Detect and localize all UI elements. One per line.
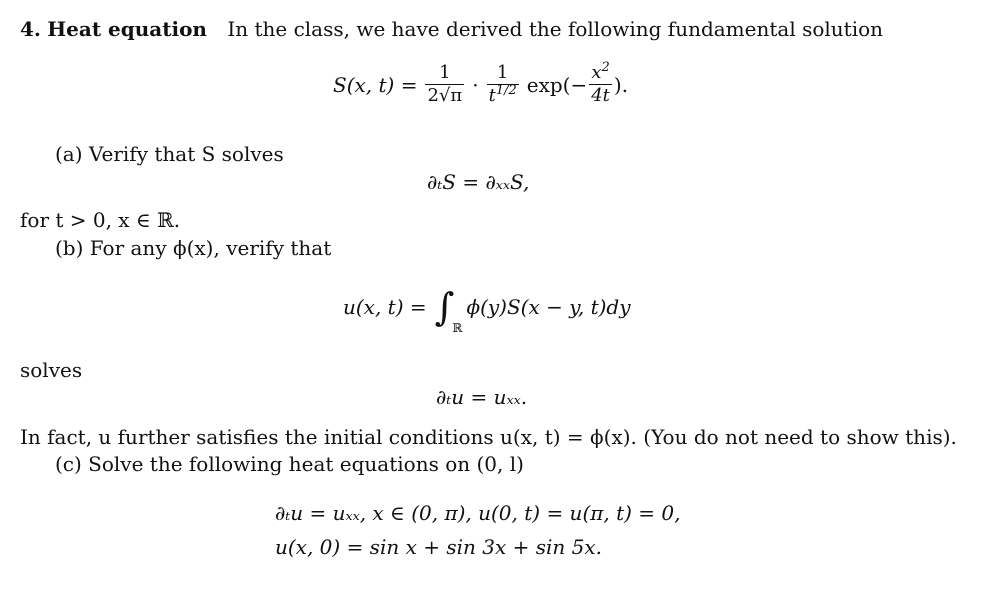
part-b-integral-equation [343,285,631,335]
eq1-f2-den-base: t [488,85,496,106]
part-b-eq-rhs: ϕ(y)S(x − y, t)dy [466,295,631,319]
integral-symbol: ∫ [434,285,455,329]
eq1-f2-den [487,84,519,107]
eq1-lhs: S(x, t) = [333,72,418,97]
eq1-fraction-1 [425,62,464,107]
eq1-f3-num-sup: 2 [601,60,610,75]
part-b-solves: solves [20,358,83,382]
eq1-f3-num [589,62,611,84]
eq1-f3-den: 4t [591,85,610,106]
eq1-f2-den-sup: 1/2 [495,83,517,98]
eq1-f3-num-base: x [591,62,602,83]
eq1-fraction-3 [589,62,612,107]
fundamental-solution-equation [333,62,628,107]
problem-intro: In the class, we have derived the following fundamental solution [227,17,884,41]
eq1-f2-num: 1 [496,62,509,83]
integral-sign: ∫ ℝ [434,285,463,335]
eq1-f1-num: 1 [439,62,451,83]
eq1-f1-den: 2√π [427,85,463,106]
part-b-eq-lhs: u(x, t) = [343,295,427,319]
part-c-label: (c) Solve the following heat equations on (0, l) [55,452,524,476]
part-c-line-2: u(x, 0) = sin x + sin 3x + sin 5x. [275,535,602,559]
problem-title: Heat equation [47,17,207,41]
part-c-line-1: ∂ₜu = uₓₓ, x ∈ (0, π), u(0, t) = u(π, t) = 0, [275,501,681,525]
part-a-condition: for t > 0, x ∈ ℝ. [20,208,181,232]
part-b-label: (b) For any ϕ(x), verify that [55,236,332,260]
part-b-fact: In fact, u further satisfies the initial conditions u(x, t) = ϕ(x). (You do not need to show this). [20,425,957,449]
eq1-fraction-2 [487,62,519,107]
eq1-dot: · [472,72,479,97]
eq1-exp: exp(− [526,72,588,97]
eq1-close: ). [613,72,629,97]
part-a-equation: ∂ₜS = ∂ₓₓS, [427,170,530,194]
problem-number: 4. [20,17,41,41]
part-a-label: (a) Verify that S solves [55,142,284,166]
part-b-pde: ∂ₜu = uₓₓ. [436,385,528,409]
problem-heading [20,17,883,41]
